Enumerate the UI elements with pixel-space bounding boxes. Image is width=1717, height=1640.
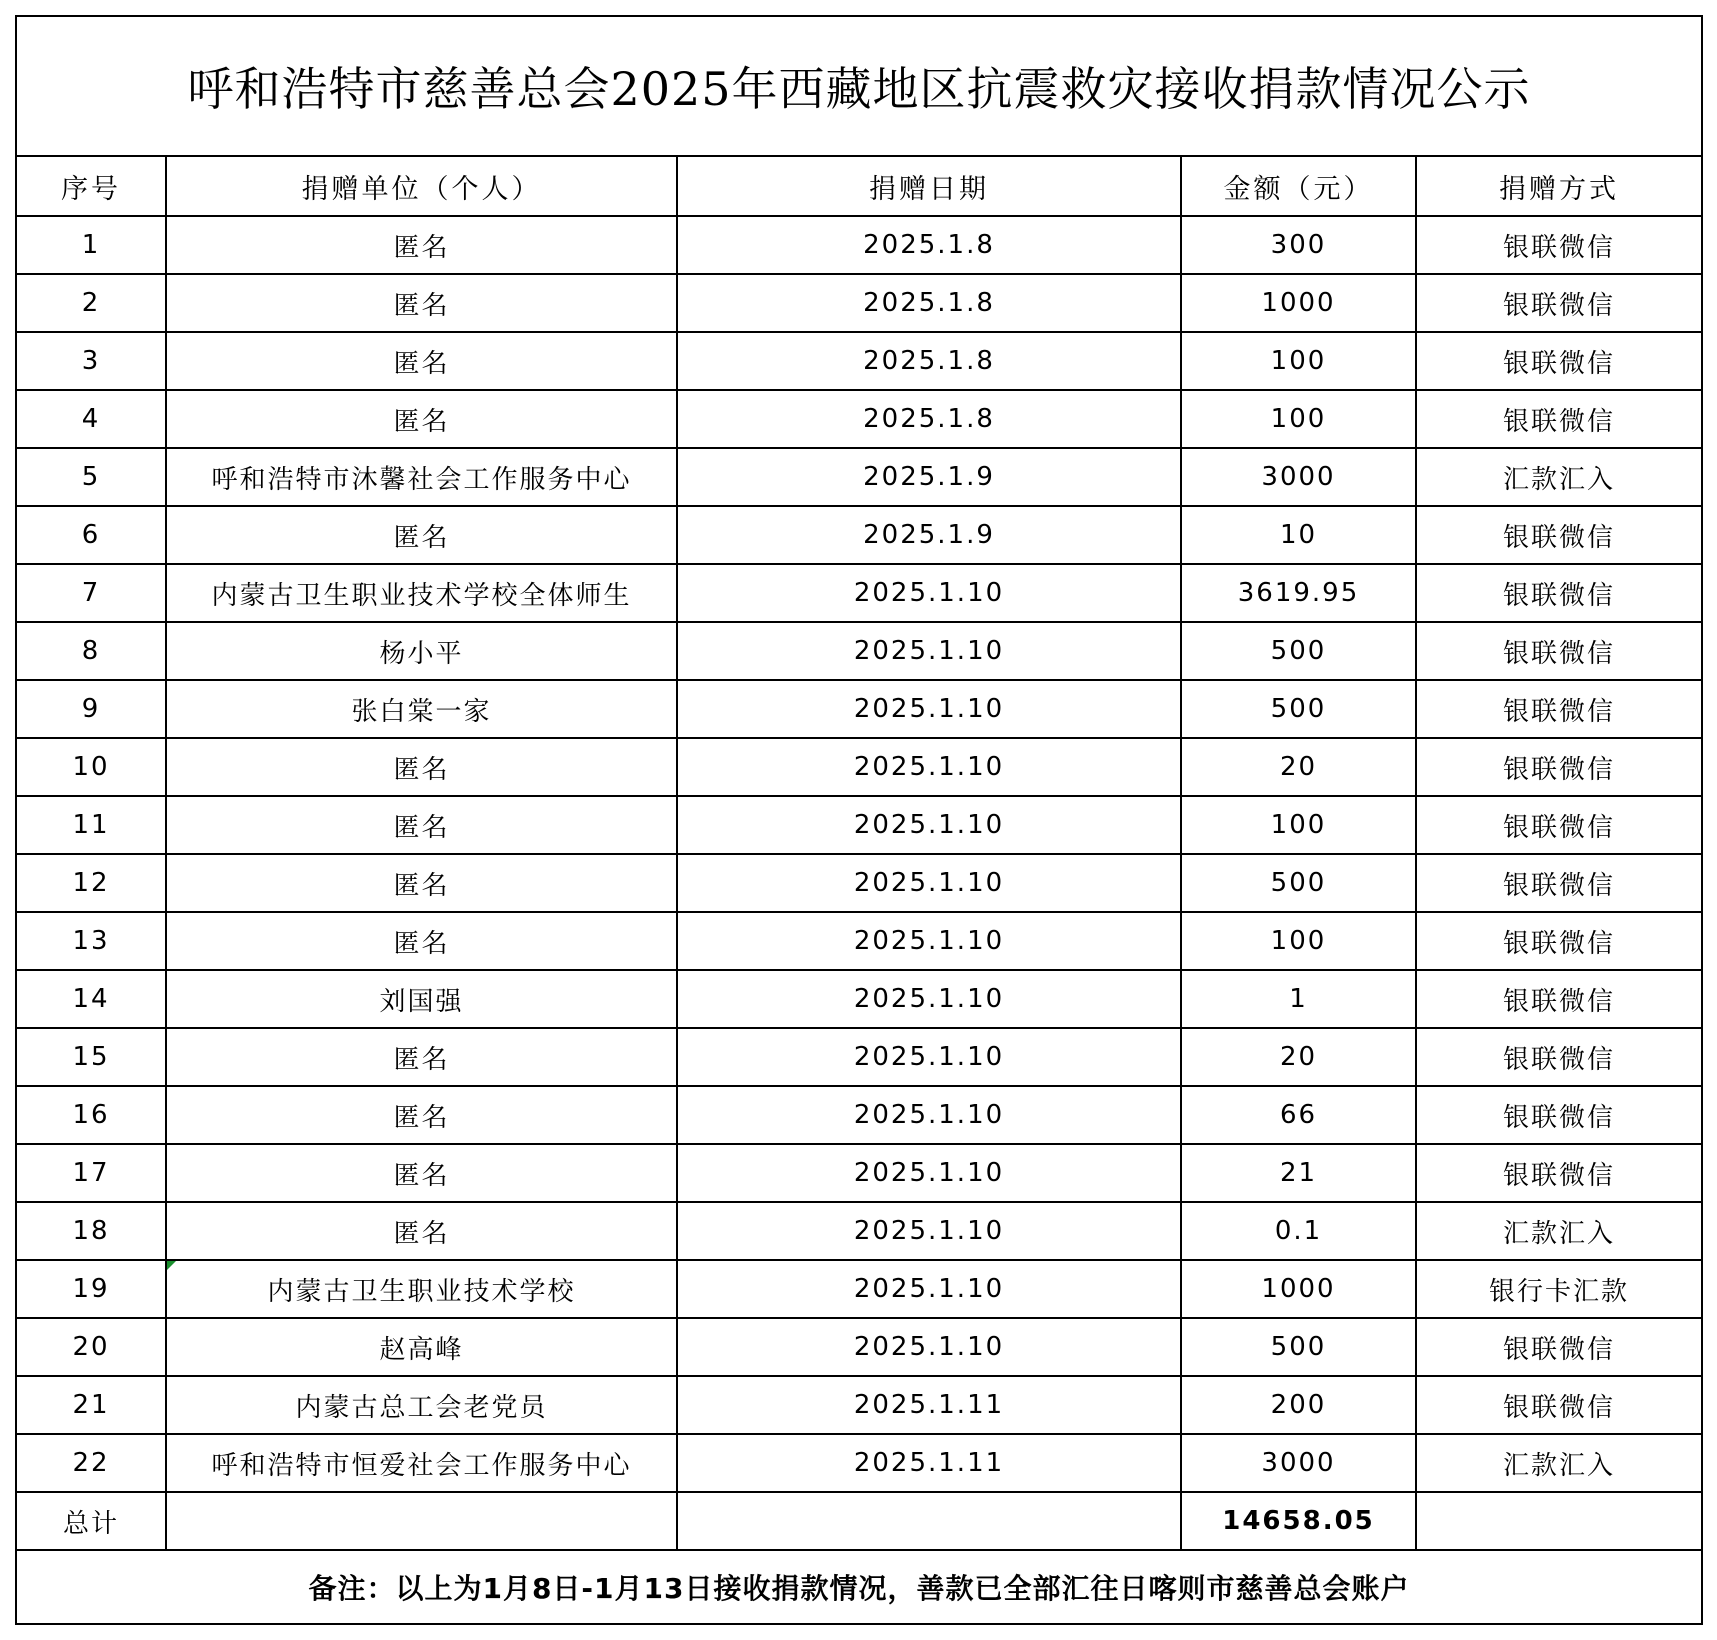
cell-donor[interactable]: 匿名 xyxy=(166,1086,677,1144)
cell-donor[interactable]: 呼和浩特市沐馨社会工作服务中心 xyxy=(166,448,677,506)
cell-date[interactable]: 2025.1.10 xyxy=(677,738,1181,796)
note-row xyxy=(16,1550,1702,1624)
table-row xyxy=(16,1144,1702,1202)
cell-index[interactable]: 12 xyxy=(16,854,166,912)
table-row xyxy=(16,564,1702,622)
cell-amount[interactable]: 200 xyxy=(1181,1376,1416,1434)
cell-index[interactable]: 15 xyxy=(16,1028,166,1086)
total-amount[interactable]: 14658.05 xyxy=(1181,1492,1416,1550)
cell-index[interactable]: 9 xyxy=(16,680,166,738)
cell-date[interactable]: 2025.1.8 xyxy=(677,216,1181,274)
cell-date[interactable]: 2025.1.10 xyxy=(677,1318,1181,1376)
cell-donor[interactable]: 匿名 xyxy=(166,1144,677,1202)
table-row xyxy=(16,1376,1702,1434)
cell-date[interactable]: 2025.1.8 xyxy=(677,390,1181,448)
cell-method[interactable]: 银联微信 xyxy=(1416,506,1702,564)
cell-donor[interactable]: 匿名 xyxy=(166,738,677,796)
cell-date[interactable]: 2025.1.10 xyxy=(677,796,1181,854)
table-row xyxy=(16,1202,1702,1260)
cell-index[interactable]: 22 xyxy=(16,1434,166,1492)
cell-method[interactable]: 银联微信 xyxy=(1416,796,1702,854)
cell-date[interactable]: 2025.1.10 xyxy=(677,1202,1181,1260)
cell-amount[interactable]: 500 xyxy=(1181,1318,1416,1376)
donation-table xyxy=(15,15,1703,1625)
cell-method[interactable]: 银联微信 xyxy=(1416,216,1702,274)
cell-index[interactable]: 6 xyxy=(16,506,166,564)
cell-date[interactable]: 2025.1.10 xyxy=(677,1260,1181,1318)
cell-donor[interactable]: 匿名 xyxy=(166,854,677,912)
cell-index[interactable]: 5 xyxy=(16,448,166,506)
donation-sheet xyxy=(15,15,1701,1625)
total-empty-method[interactable] xyxy=(1416,1492,1702,1550)
table-row xyxy=(16,738,1702,796)
cell-method[interactable]: 银联微信 xyxy=(1416,390,1702,448)
cell-amount[interactable]: 10 xyxy=(1181,506,1416,564)
cell-donor[interactable]: 内蒙古卫生职业技术学校全体师生 xyxy=(166,564,677,622)
total-empty-date[interactable] xyxy=(677,1492,1181,1550)
table-row xyxy=(16,274,1702,332)
cell-method[interactable]: 银联微信 xyxy=(1416,1028,1702,1086)
cell-amount[interactable]: 1000 xyxy=(1181,1260,1416,1318)
cell-index[interactable]: 21 xyxy=(16,1376,166,1434)
cell-date[interactable]: 2025.1.11 xyxy=(677,1376,1181,1434)
cell-donor[interactable]: 匿名 xyxy=(166,912,677,970)
cell-method[interactable]: 银联微信 xyxy=(1416,622,1702,680)
total-empty-donor[interactable] xyxy=(166,1492,677,1550)
cell-index[interactable]: 11 xyxy=(16,796,166,854)
cell-method[interactable]: 银联微信 xyxy=(1416,738,1702,796)
cell-method[interactable]: 汇款汇入 xyxy=(1416,448,1702,506)
cell-method[interactable]: 银联微信 xyxy=(1416,564,1702,622)
cell-donor[interactable]: 内蒙古总工会老党员 xyxy=(166,1376,677,1434)
cell-method[interactable]: 汇款汇入 xyxy=(1416,1434,1702,1492)
cell-index[interactable]: 2 xyxy=(16,274,166,332)
cell-index[interactable]: 8 xyxy=(16,622,166,680)
cell-index[interactable]: 17 xyxy=(16,1144,166,1202)
cell-amount[interactable]: 500 xyxy=(1181,622,1416,680)
cell-index[interactable]: 16 xyxy=(16,1086,166,1144)
table-row xyxy=(16,216,1702,274)
cell-amount[interactable]: 21 xyxy=(1181,1144,1416,1202)
header-date[interactable]: 捐赠日期 xyxy=(677,156,1181,216)
cell-index[interactable]: 3 xyxy=(16,332,166,390)
cell-donor[interactable]: 匿名 xyxy=(166,332,677,390)
cell-date[interactable]: 2025.1.9 xyxy=(677,448,1181,506)
cell-donor[interactable]: 匿名 xyxy=(166,1202,677,1260)
table-row xyxy=(16,622,1702,680)
table-row xyxy=(16,1086,1702,1144)
cell-donor[interactable] xyxy=(166,1260,677,1318)
table-body xyxy=(16,16,1702,1624)
cell-amount[interactable]: 500 xyxy=(1181,680,1416,738)
cell-donor[interactable]: 匿名 xyxy=(166,216,677,274)
cell-method[interactable]: 银联微信 xyxy=(1416,1376,1702,1434)
cell-amount[interactable]: 100 xyxy=(1181,332,1416,390)
cell-amount[interactable]: 1 xyxy=(1181,970,1416,1028)
comment-indicator-icon xyxy=(167,1261,176,1270)
cell-date[interactable]: 2025.1.8 xyxy=(677,274,1181,332)
cell-date[interactable]: 2025.1.9 xyxy=(677,506,1181,564)
cell-method[interactable]: 银联微信 xyxy=(1416,970,1702,1028)
table-row xyxy=(16,680,1702,738)
header-amount[interactable]: 金额（元） xyxy=(1181,156,1416,216)
cell-date[interactable]: 2025.1.10 xyxy=(677,564,1181,622)
total-row xyxy=(16,1492,1702,1550)
cell-method[interactable]: 银联微信 xyxy=(1416,912,1702,970)
cell-donor[interactable]: 匿名 xyxy=(166,506,677,564)
table-row xyxy=(16,854,1702,912)
cell-donor[interactable]: 匿名 xyxy=(166,1028,677,1086)
cell-method[interactable]: 银联微信 xyxy=(1416,1144,1702,1202)
table-row xyxy=(16,1318,1702,1376)
cell-amount[interactable]: 300 xyxy=(1181,216,1416,274)
table-row xyxy=(16,912,1702,970)
cell-method[interactable]: 银联微信 xyxy=(1416,1086,1702,1144)
cell-donor[interactable]: 张白棠一家 xyxy=(166,680,677,738)
cell-date[interactable]: 2025.1.10 xyxy=(677,1144,1181,1202)
cell-date[interactable]: 2025.1.10 xyxy=(677,970,1181,1028)
cell-method[interactable]: 银联微信 xyxy=(1416,854,1702,912)
table-row xyxy=(16,1434,1702,1492)
cell-date[interactable]: 2025.1.10 xyxy=(677,680,1181,738)
header-index[interactable]: 序号 xyxy=(16,156,166,216)
cell-method[interactable]: 银联微信 xyxy=(1416,680,1702,738)
cell-index[interactable]: 1 xyxy=(16,216,166,274)
cell-amount[interactable]: 3000 xyxy=(1181,448,1416,506)
cell-date[interactable]: 2025.1.11 xyxy=(677,1434,1181,1492)
cell-donor[interactable]: 匿名 xyxy=(166,796,677,854)
table-row xyxy=(16,506,1702,564)
cell-donor[interactable]: 赵高峰 xyxy=(166,1318,677,1376)
cell-amount[interactable]: 1000 xyxy=(1181,274,1416,332)
cell-method[interactable]: 汇款汇入 xyxy=(1416,1202,1702,1260)
table-row xyxy=(16,970,1702,1028)
header-donor[interactable]: 捐赠单位（个人） xyxy=(166,156,677,216)
cell-method[interactable]: 银联微信 xyxy=(1416,274,1702,332)
table-row xyxy=(16,390,1702,448)
table-row xyxy=(16,796,1702,854)
cell-donor[interactable]: 刘国强 xyxy=(166,970,677,1028)
cell-index[interactable]: 4 xyxy=(16,390,166,448)
cell-index[interactable]: 13 xyxy=(16,912,166,970)
header-method[interactable]: 捐赠方式 xyxy=(1416,156,1702,216)
cell-amount[interactable]: 3000 xyxy=(1181,1434,1416,1492)
cell-date[interactable]: 2025.1.10 xyxy=(677,1086,1181,1144)
cell-donor[interactable]: 呼和浩特市恒爱社会工作服务中心 xyxy=(166,1434,677,1492)
cell-donor[interactable]: 匿名 xyxy=(166,274,677,332)
cell-amount[interactable]: 100 xyxy=(1181,912,1416,970)
cell-amount[interactable]: 66 xyxy=(1181,1086,1416,1144)
table-row xyxy=(16,1028,1702,1086)
cell-donor[interactable]: 匿名 xyxy=(166,390,677,448)
header-row xyxy=(16,156,1702,216)
cell-amount[interactable]: 3619.95 xyxy=(1181,564,1416,622)
cell-donor[interactable]: 杨小平 xyxy=(166,622,677,680)
cell-index[interactable]: 19 xyxy=(16,1260,166,1318)
cell-date[interactable]: 2025.1.10 xyxy=(677,622,1181,680)
cell-amount[interactable]: 500 xyxy=(1181,854,1416,912)
cell-index[interactable]: 14 xyxy=(16,970,166,1028)
cell-amount[interactable]: 100 xyxy=(1181,796,1416,854)
table-row xyxy=(16,448,1702,506)
cell-date[interactable]: 2025.1.10 xyxy=(677,854,1181,912)
cell-index[interactable]: 7 xyxy=(16,564,166,622)
cell-method[interactable]: 银联微信 xyxy=(1416,1318,1702,1376)
cell-amount[interactable]: 100 xyxy=(1181,390,1416,448)
cell-donor-text: 内蒙古卫生职业技术学校 xyxy=(267,1276,576,1307)
cell-index[interactable]: 18 xyxy=(16,1202,166,1260)
cell-date[interactable]: 2025.1.10 xyxy=(677,912,1181,970)
cell-index[interactable]: 10 xyxy=(16,738,166,796)
cell-amount[interactable]: 20 xyxy=(1181,738,1416,796)
title-row xyxy=(16,16,1702,156)
cell-amount[interactable]: 20 xyxy=(1181,1028,1416,1086)
cell-index[interactable]: 20 xyxy=(16,1318,166,1376)
cell-amount[interactable]: 0.1 xyxy=(1181,1202,1416,1260)
table-row xyxy=(16,1260,1702,1318)
cell-method[interactable]: 银联微信 xyxy=(1416,332,1702,390)
cell-method[interactable]: 银行卡汇款 xyxy=(1416,1260,1702,1318)
page-title[interactable]: 呼和浩特市慈善总会2025年西藏地区抗震救灾接收捐款情况公示 xyxy=(16,16,1702,156)
footnote[interactable]: 备注：以上为1月8日-1月13日接收捐款情况，善款已全部汇往日喀则市慈善总会账户 xyxy=(16,1550,1702,1624)
cell-date[interactable]: 2025.1.8 xyxy=(677,332,1181,390)
table-row xyxy=(16,332,1702,390)
total-label[interactable]: 总计 xyxy=(16,1492,166,1550)
cell-date[interactable]: 2025.1.10 xyxy=(677,1028,1181,1086)
